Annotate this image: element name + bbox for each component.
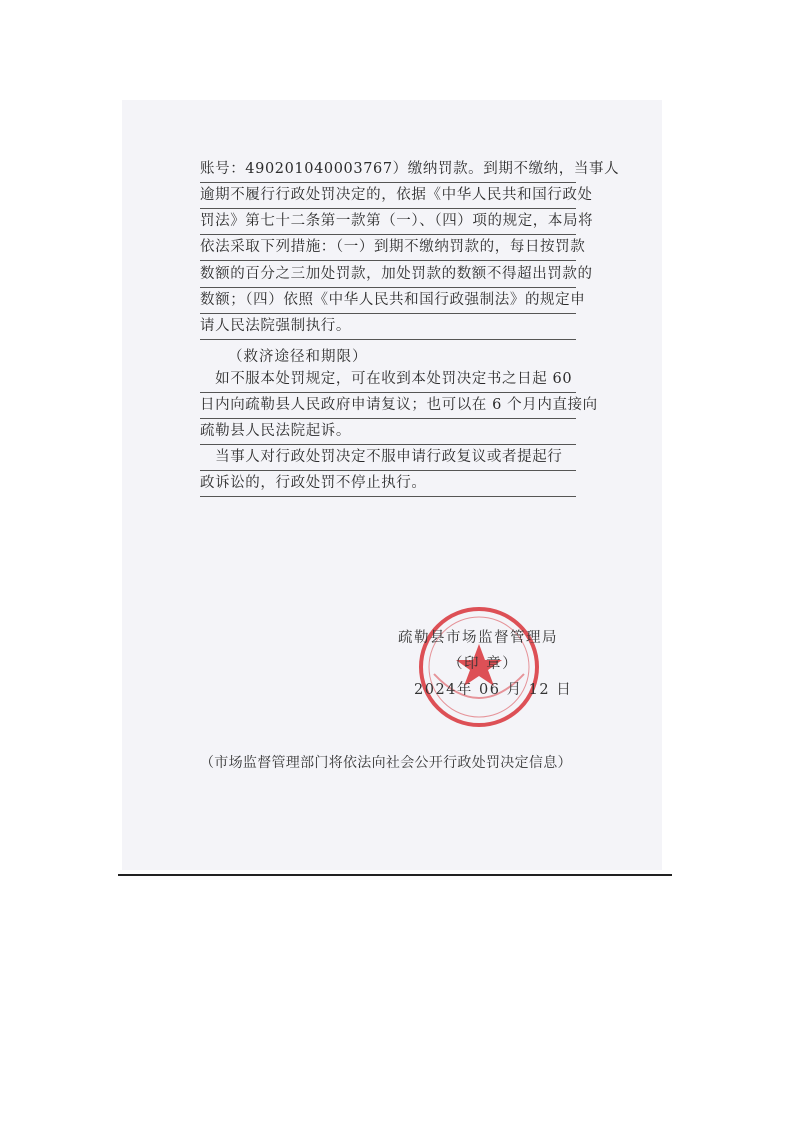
public-disclosure-notice: （市场监督管理部门将依法向社会公开行政处罚决定信息）	[200, 755, 572, 771]
remedy-line-3: 疏勒县人民法院起诉。	[200, 420, 576, 445]
body-line-2: 逾期不履行行政处罚决定的，依据《中华人民共和国行政处	[200, 184, 576, 209]
decision-date: 2024年 06 月 12 日	[414, 682, 573, 698]
remedy-line-2: 日内向疏勒县人民政府申请复议；也可以在 6 个月内直接向	[200, 394, 576, 419]
body-line-5: 数额的百分之三加处罚款，加处罚款的数额不得超出罚款的	[200, 263, 576, 288]
body-line-1: 账号：490201040003767）缴纳罚款。到期不缴纳，当事人	[200, 158, 576, 183]
seal-label: （印 章）	[448, 656, 519, 672]
signing-authority: 疏勒县市场监督管理局	[398, 630, 558, 646]
appeal-line-1: 当事人对行政处罚决定不服申请行政复议或者提起行	[200, 446, 576, 471]
body-line-3: 罚法》第七十二条第一款第（一）、（四）项的规定，本局将	[200, 210, 576, 235]
remedy-heading: （救济途径和期限）	[228, 349, 368, 365]
remedy-line-1: 如不服本处罚规定，可在收到本处罚决定书之日起 60	[200, 368, 576, 393]
body-line-7: 请人民法院强制执行。	[200, 315, 576, 340]
body-line-6: 数额；（四）依照《中华人民共和国行政强制法》的规定申	[200, 289, 576, 314]
body-line-4: 依法采取下列措施：（一）到期不缴纳罚款的，每日按罚款	[200, 236, 576, 261]
appeal-line-2: 政诉讼的，行政处罚不停止执行。	[200, 472, 576, 497]
page-bottom-rule	[118, 874, 672, 876]
